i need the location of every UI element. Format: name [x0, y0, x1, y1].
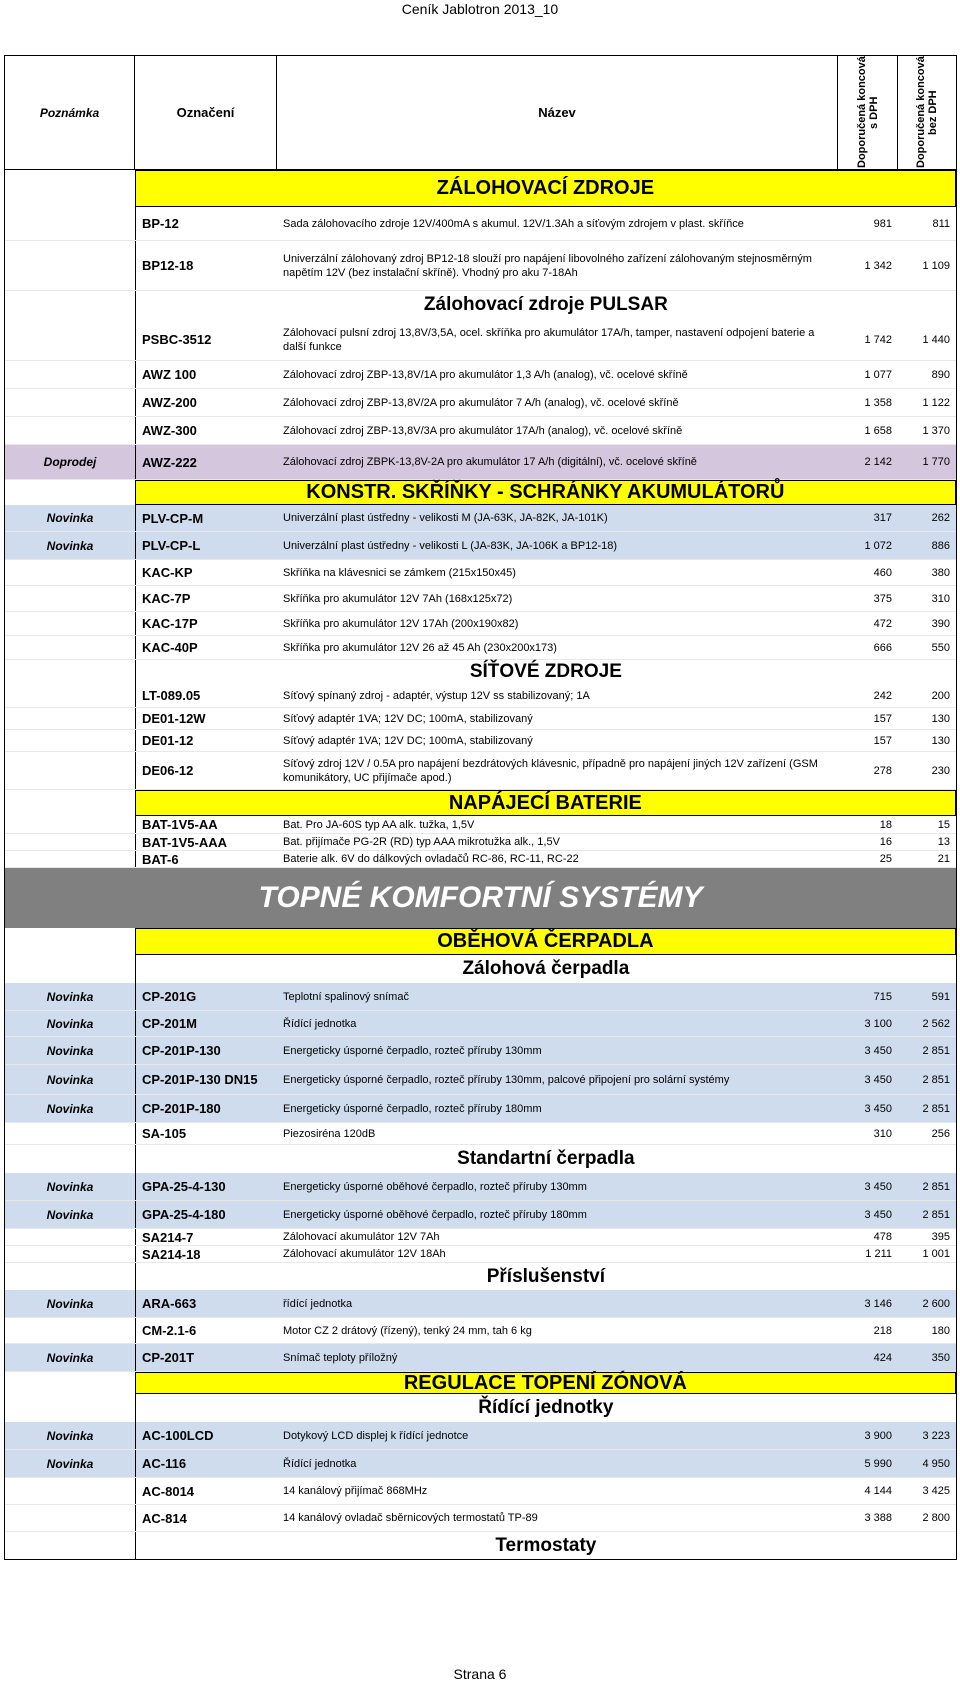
row-note — [5, 684, 135, 707]
product-name: Motor CZ 2 drátový (řízený), tenký 24 mm, tah 6 kg — [283, 1324, 532, 1337]
section-heading — [5, 1394, 956, 1422]
table-row — [5, 1450, 956, 1478]
price-without-vat: 350 — [931, 1351, 950, 1364]
product-name: Energeticky úsporné čerpadlo, rozteč příruby 130mm, palcové připojení pro solární systémy — [283, 1073, 730, 1086]
product-name: Energeticky úsporné čerpadlo, rozteč příruby 180mm — [283, 1102, 542, 1115]
row-note — [5, 834, 135, 850]
price-without-vat: 130 — [931, 712, 950, 725]
section-spacer — [5, 1263, 135, 1290]
product-code: CP-201G — [135, 983, 277, 1010]
price-with-vat: 478 — [873, 1231, 892, 1243]
price-without-vat: 3 223 — [922, 1429, 950, 1442]
section-spacer — [5, 1145, 135, 1173]
product-code: AC-100LCD — [135, 1422, 277, 1449]
row-note — [5, 207, 135, 240]
product-code: BAT-1V5-AA — [135, 816, 277, 833]
section-spacer — [5, 790, 135, 816]
product-code: KAC-KP — [135, 560, 277, 585]
table-row — [5, 445, 956, 480]
section-spacer — [5, 660, 135, 684]
section-title: ZÁLOHOVACÍ ZDROJE — [135, 170, 956, 207]
price-without-vat: 390 — [931, 617, 950, 630]
table-row — [5, 1123, 956, 1145]
section-heading — [5, 660, 956, 684]
table-row — [5, 636, 956, 660]
product-name: Síťový zdroj 12V / 0.5A pro napájení bezdrátových klávesnic, případně pro napájení jiných 12V zařízení (GSM komunikátory, UC přijímače apod.) — [283, 757, 818, 784]
product-code: BAT-6 — [135, 851, 277, 867]
product-name: Zálohovací zdroj ZBPK-13,8V-2A pro akumulátor 17 A/h (digitální), vč. ocelové skříně — [283, 456, 697, 468]
row-note — [5, 816, 135, 833]
section-heading — [5, 928, 956, 955]
table-row — [5, 389, 956, 417]
product-code: PLV-CP-L — [135, 532, 277, 559]
price-without-vat: 1 001 — [922, 1248, 950, 1260]
product-name: Zálohovací zdroj ZBP-13,8V/3A pro akumulátor 17A/h (analog), vč. ocelové skříně — [283, 424, 683, 437]
row-note: Novinka — [5, 1422, 135, 1449]
table-row — [5, 532, 956, 560]
document-title: Ceník Jablotron 2013_10 — [401, 1, 559, 17]
price-with-vat: 3 450 — [864, 1102, 892, 1115]
row-note — [5, 1505, 135, 1531]
price-without-vat: 2 562 — [922, 1017, 950, 1030]
price-with-vat: 460 — [873, 566, 892, 579]
row-note: Novinka — [5, 1095, 135, 1122]
section-title: Termostaty — [135, 1532, 956, 1559]
table-row — [5, 684, 956, 708]
table-row — [5, 1478, 956, 1505]
product-code: AWZ 100 — [135, 361, 277, 388]
table-row — [5, 730, 956, 752]
row-note — [5, 1478, 135, 1504]
row-note: Novinka — [5, 1290, 135, 1317]
section-title: REGULACE TOPENÍ ZÓNOVÁ — [135, 1372, 956, 1394]
table-row — [5, 1246, 956, 1263]
table-row — [5, 586, 956, 612]
product-code: AC-116 — [135, 1450, 277, 1477]
price-with-vat: 1 077 — [864, 368, 892, 381]
product-name: Zálohovací zdroj ZBP-13,8V/2A pro akumulátor 7 A/h (analog), vč. ocelové skříně — [283, 396, 679, 409]
product-name: Síťový spínaný zdroj - adaptér, výstup 12V ss stabilizovaný; 1A — [283, 689, 590, 702]
price-without-vat: 2 851 — [922, 1208, 950, 1221]
section-spacer — [5, 1372, 135, 1394]
row-note: Novinka — [5, 1011, 135, 1036]
table-row — [5, 1095, 956, 1123]
product-code: AWZ-200 — [135, 389, 277, 416]
product-name: Univerzální plast ústředny - velikosti L (JA-83K, JA-106K a BP12-18) — [283, 539, 618, 552]
table-row — [5, 207, 956, 241]
row-note — [5, 389, 135, 416]
price-table — [4, 55, 957, 1560]
price-with-vat: 375 — [873, 592, 892, 605]
product-name: Dotykový LCD displej k řídící jednotce — [283, 1429, 469, 1442]
price-without-vat: 256 — [931, 1127, 950, 1140]
section-title: Zálohovací zdroje PULSAR — [135, 291, 956, 319]
row-note — [5, 586, 135, 611]
section-spacer — [5, 1394, 135, 1422]
price-with-vat: 16 — [879, 836, 892, 848]
row-note: Novinka — [5, 505, 135, 531]
product-code: KAC-17P — [135, 612, 277, 635]
row-note — [5, 1246, 135, 1262]
product-name: Skříňka pro akumulátor 12V 26 až 45 Ah (230x200x173) — [283, 641, 557, 654]
price-without-vat: 2 600 — [922, 1297, 950, 1310]
product-name: Skříňka na klávesnici se zámkem (215x150x45) — [283, 566, 516, 579]
table-row — [5, 361, 956, 389]
table-row — [5, 1290, 956, 1318]
price-without-vat: 2 851 — [922, 1102, 950, 1115]
price-with-vat: 1 072 — [864, 539, 892, 552]
table-row — [5, 241, 956, 291]
section-heading — [5, 1145, 956, 1173]
price-with-vat: 317 — [873, 512, 892, 524]
product-code: CP-201P-180 — [135, 1095, 277, 1122]
product-code: GPA-25-4-130 — [135, 1173, 277, 1200]
product-name: Energeticky úsporné oběhové čerpadlo, rozteč příruby 130mm — [283, 1180, 587, 1193]
table-row — [5, 1318, 956, 1344]
section-heading — [5, 1372, 956, 1394]
price-with-vat: 310 — [873, 1127, 892, 1140]
price-with-vat: 3 900 — [864, 1429, 892, 1442]
price-without-vat: 2 800 — [922, 1512, 950, 1524]
product-name: 14 kanálový ovladač sběrnicových termostatů TP-89 — [283, 1512, 538, 1524]
section-title: OBĚHOVÁ ČERPADLA — [135, 928, 956, 955]
row-note — [5, 708, 135, 729]
product-code: BP12-18 — [135, 241, 277, 290]
price-with-vat: 3 450 — [864, 1180, 892, 1193]
table-row — [5, 1505, 956, 1532]
row-note — [5, 560, 135, 585]
product-code: AWZ-222 — [135, 445, 277, 479]
product-name: Piezosiréna 120dB — [283, 1127, 376, 1140]
section-title: Řídící jednotky — [135, 1394, 956, 1422]
section-heading — [5, 480, 956, 505]
price-with-vat: 3 450 — [864, 1073, 892, 1086]
price-without-vat: 200 — [931, 689, 950, 702]
section-spacer — [5, 955, 135, 983]
row-note — [5, 241, 135, 290]
price-without-vat: 130 — [931, 734, 950, 747]
product-code: SA-105 — [135, 1123, 277, 1144]
price-with-vat: 5 990 — [864, 1457, 892, 1470]
price-with-vat: 3 450 — [864, 1044, 892, 1057]
product-name: Zálohovací pulsní zdroj 13,8V/3,5A, ocel. skříňka pro akumulátor 17A/h, tamper, nastavení odpojení baterie a další funkce — [283, 326, 815, 353]
price-without-vat: 1 122 — [922, 396, 950, 409]
price-with-vat: 25 — [879, 853, 892, 865]
product-name: řídící jednotka — [283, 1297, 353, 1310]
product-name: Řídící jednotka — [283, 1017, 357, 1030]
table-row — [5, 1065, 956, 1095]
product-code: ARA-663 — [135, 1290, 277, 1317]
price-without-vat: 1 109 — [922, 259, 950, 272]
row-note: Novinka — [5, 532, 135, 559]
product-code: CM-2.1-6 — [135, 1318, 277, 1343]
price-without-vat: 890 — [931, 368, 950, 381]
price-with-vat: 715 — [873, 990, 892, 1003]
price-with-vat: 2 142 — [864, 456, 892, 468]
table-row — [5, 1344, 956, 1372]
price-with-vat: 666 — [873, 641, 892, 654]
row-note: Novinka — [5, 1450, 135, 1477]
price-without-vat: 13 — [937, 836, 950, 848]
section-title: Standartní čerpadla — [135, 1145, 956, 1173]
price-with-vat: 424 — [873, 1351, 892, 1364]
price-with-vat: 3 450 — [864, 1208, 892, 1221]
price-without-vat: 2 851 — [922, 1180, 950, 1193]
row-note: Novinka — [5, 1201, 135, 1228]
section-heading — [5, 170, 956, 207]
price-without-vat: 1 770 — [922, 456, 950, 468]
table-header — [5, 56, 956, 170]
product-code: GPA-25-4-180 — [135, 1201, 277, 1228]
table-row — [5, 505, 956, 532]
header-note: Poznámka — [5, 56, 135, 169]
table-row — [5, 834, 956, 851]
table-row — [5, 612, 956, 636]
row-note — [5, 1318, 135, 1343]
row-note — [5, 417, 135, 444]
price-with-vat: 3 100 — [864, 1017, 892, 1030]
product-name: Baterie alk. 6V do dálkových ovladačů RC-86, RC-11, RC-22 — [283, 853, 579, 865]
row-note: Novinka — [5, 1344, 135, 1371]
price-without-vat: 2 851 — [922, 1073, 950, 1086]
header-price-vat: Doporučená koncová s DPH — [838, 56, 898, 169]
table-body — [5, 170, 956, 1559]
category-banner: TOPNÉ KOMFORTNÍ SYSTÉMY — [5, 868, 956, 928]
product-name: Bat. přijímače PG-2R (RD) typ AAA mikrotužka alk., 1,5V — [283, 836, 560, 848]
table-row — [5, 752, 956, 790]
section-spacer — [5, 928, 135, 955]
price-without-vat: 1 440 — [922, 333, 950, 346]
row-note — [5, 1229, 135, 1245]
product-name: Teplotní spalinový snímač — [283, 990, 409, 1003]
section-title: Příslušenství — [135, 1263, 956, 1290]
product-name: Bat. Pro JA-60S typ AA alk. tužka, 1,5V — [283, 818, 475, 831]
table-row — [5, 816, 956, 834]
section-title: Zálohová čerpadla — [135, 955, 956, 983]
section-title: NAPÁJECÍ BATERIE — [135, 790, 956, 816]
price-with-vat: 1 358 — [864, 396, 892, 409]
page-footer: Strana 6 — [453, 1666, 507, 1682]
product-name: Řídící jednotka — [283, 1457, 357, 1470]
price-without-vat: 4 950 — [922, 1457, 950, 1470]
product-code: DE06-12 — [135, 752, 277, 789]
table-row — [5, 1037, 956, 1065]
product-name: Skříňka pro akumulátor 12V 7Ah (168x125x72) — [283, 592, 513, 605]
product-name: Univerzální zálohovaný zdroj BP12-18 slouží pro napájení libovolného zařízení zálohovaným stejnosměrným napětím 12V (bez instalační skříně). Vhodný pro aku 7-18Ah — [283, 252, 812, 279]
price-without-vat: 15 — [937, 818, 950, 831]
price-with-vat: 157 — [873, 712, 892, 725]
table-row — [5, 1011, 956, 1037]
table-row — [5, 1173, 956, 1201]
product-code: AWZ-300 — [135, 417, 277, 444]
product-code: AC-814 — [135, 1505, 277, 1531]
product-code: PSBC-3512 — [135, 319, 277, 360]
product-code: CP-201M — [135, 1011, 277, 1036]
table-row — [5, 417, 956, 445]
table-row — [5, 983, 956, 1011]
table-row — [5, 319, 956, 361]
product-name: Zálohovací akumulátor 12V 18Ah — [283, 1248, 446, 1260]
product-code: CP-201P-130 DN15 — [135, 1065, 277, 1094]
row-note — [5, 636, 135, 659]
price-without-vat: 180 — [931, 1324, 950, 1337]
section-spacer — [5, 480, 135, 505]
row-note — [5, 752, 135, 789]
section-heading — [5, 955, 956, 983]
product-name: Sada zálohovacího zdroje 12V/400mA s akumul. 12V/1.3Ah a síťovým zdrojem v plast. skříňce — [283, 217, 744, 230]
section-spacer — [5, 170, 135, 207]
price-with-vat: 1 211 — [865, 1248, 892, 1260]
table-row — [5, 1422, 956, 1450]
product-name: Zálohovací zdroj ZBP-13,8V/1A pro akumulátor 1,3 A/h (analog), vč. ocelové skříně — [283, 368, 688, 381]
price-with-vat: 3 146 — [864, 1297, 892, 1310]
row-note: Novinka — [5, 1037, 135, 1064]
price-without-vat: 21 — [937, 853, 950, 865]
table-row — [5, 1229, 956, 1246]
price-with-vat: 1 658 — [864, 424, 892, 437]
price-with-vat: 18 — [879, 818, 892, 831]
product-code: CP-201T — [135, 1344, 277, 1371]
price-without-vat: 550 — [931, 641, 950, 654]
row-note: Novinka — [5, 1173, 135, 1200]
product-code: PLV-CP-M — [135, 505, 277, 531]
product-code: DE01-12W — [135, 708, 277, 729]
price-without-vat: 591 — [931, 990, 950, 1003]
price-with-vat: 157 — [873, 734, 892, 747]
price-with-vat: 1 342 — [864, 259, 892, 272]
product-code: KAC-40P — [135, 636, 277, 659]
product-name: Síťový adaptér 1VA; 12V DC; 100mA, stabilizovaný — [283, 734, 533, 747]
product-code: DE01-12 — [135, 730, 277, 751]
section-spacer — [5, 1532, 135, 1559]
section-heading — [5, 1532, 956, 1559]
header-code: Označení — [135, 56, 277, 169]
product-name: Skříňka pro akumulátor 12V 17Ah (200x190x82) — [283, 617, 519, 630]
price-without-vat: 886 — [931, 539, 950, 552]
table-row — [5, 560, 956, 586]
price-with-vat: 4 144 — [864, 1485, 892, 1497]
row-note: Novinka — [5, 983, 135, 1010]
row-note: Novinka — [5, 1065, 135, 1094]
product-code: KAC-7P — [135, 586, 277, 611]
table-row — [5, 708, 956, 730]
product-code: LT-089.05 — [135, 684, 277, 707]
product-name: Univerzální plast ústředny - velikosti M (JA-63K, JA-82K, JA-101K) — [283, 512, 608, 524]
row-note — [5, 1123, 135, 1144]
row-note: Doprodej — [5, 445, 135, 479]
price-without-vat: 2 851 — [922, 1044, 950, 1057]
product-code: AC-8014 — [135, 1478, 277, 1504]
section-spacer — [5, 291, 135, 319]
row-note — [5, 851, 135, 867]
product-name: 14 kanálový přijímač 868MHz — [283, 1485, 428, 1497]
price-with-vat: 242 — [873, 689, 892, 702]
product-code: CP-201P-130 — [135, 1037, 277, 1064]
table-row — [5, 851, 956, 868]
price-without-vat: 262 — [931, 512, 950, 524]
section-title: KONSTR. SKŘÍŇKY - SCHRÁNKY AKUMULÁTORŮ — [135, 480, 956, 505]
price-without-vat: 380 — [931, 566, 950, 579]
price-with-vat: 1 742 — [864, 333, 892, 346]
product-name: Energeticky úsporné čerpadlo, rozteč příruby 130mm — [283, 1044, 542, 1057]
price-without-vat: 3 425 — [922, 1485, 950, 1497]
price-with-vat: 981 — [873, 217, 892, 230]
product-name: Síťový adaptér 1VA; 12V DC; 100mA, stabilizovaný — [283, 712, 533, 725]
section-heading — [5, 790, 956, 816]
section-title: SÍŤOVÉ ZDROJE — [135, 660, 956, 684]
price-with-vat: 218 — [873, 1324, 892, 1337]
product-code: SA214-18 — [135, 1246, 277, 1262]
product-code: BAT-1V5-AAA — [135, 834, 277, 850]
header-price-novat: Doporučená koncová bez DPH — [915, 56, 939, 169]
price-without-vat: 1 370 — [922, 424, 950, 437]
price-without-vat: 395 — [931, 1231, 950, 1243]
price-with-vat: 3 388 — [864, 1512, 892, 1524]
product-name: Snímač teploty příložný — [283, 1351, 398, 1364]
table-row — [5, 1201, 956, 1229]
price-without-vat: 310 — [931, 592, 950, 605]
price-without-vat: 230 — [931, 764, 950, 777]
product-code: BP-12 — [135, 207, 277, 240]
section-heading — [5, 1263, 956, 1290]
section-heading — [5, 291, 956, 319]
price-without-vat: 811 — [932, 217, 950, 230]
price-with-vat: 472 — [873, 617, 892, 630]
row-note — [5, 361, 135, 388]
product-code: SA214-7 — [135, 1229, 277, 1245]
product-name: Energeticky úsporné oběhové čerpadlo, rozteč příruby 180mm — [283, 1208, 587, 1221]
row-note — [5, 612, 135, 635]
product-name: Zálohovací akumulátor 12V 7Ah — [283, 1231, 440, 1243]
row-note — [5, 319, 135, 360]
header-name: Název — [277, 56, 838, 169]
price-with-vat: 278 — [873, 764, 892, 777]
row-note — [5, 730, 135, 751]
